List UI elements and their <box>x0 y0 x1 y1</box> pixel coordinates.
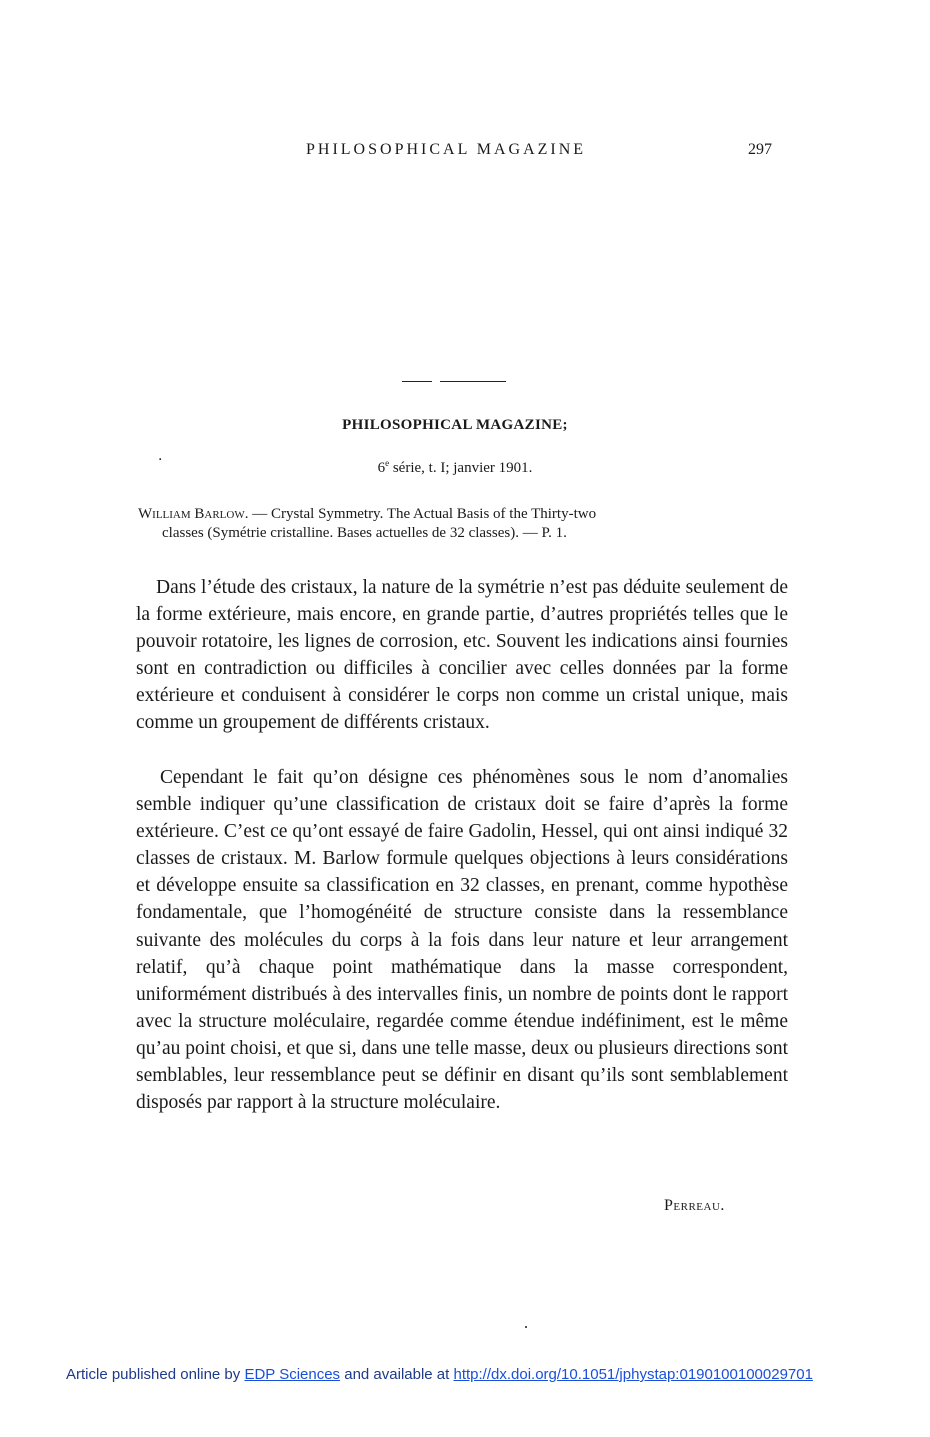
citation-title-line1: . — Crystal Symmetry. The Actual Basis of the Thirty-two <box>244 506 597 522</box>
citation-title-line2: classes (Symétrie cristalline. Bases actuelles de 32 classes). — P. 1. <box>162 525 567 541</box>
author-signature: Perreau. <box>664 1197 725 1214</box>
issue-details: série, t. I; janvier 1901. <box>389 460 533 476</box>
title-rule-right <box>440 381 506 382</box>
journal-title: PHILOSOPHICAL MAGAZINE; <box>342 417 568 433</box>
body-paragraph-1: Dans l’étude des cristaux, la nature de la symétrie n’est pas déduite seulement de la forme extérieure, mais encore, en grande partie, d’autres propriétés telles que le pouvoir rotatoire, les lignes de corrosion, etc. Souvent les indications ainsi fournies sont en contradiction ou difficiles à concilier avec celles données par la forme extérieure et conduisent à considérer le corps non comme un cristal unique, mais comme un groupement de différents cristaux. <box>136 577 788 734</box>
title-rule-left <box>402 381 432 382</box>
footer-prefix: Article published online by <box>66 1366 245 1383</box>
running-title: PHILOSOPHICAL MAGAZINE <box>306 141 587 158</box>
issue-series-number: 6 <box>377 460 386 476</box>
publication-footer <box>66 1366 813 1383</box>
citation-author: William Barlow <box>138 506 245 522</box>
issue-series-sup: e <box>385 458 390 468</box>
page-number: 297 <box>748 141 772 158</box>
footer-middle: and available at <box>340 1366 454 1383</box>
article-citation <box>138 505 788 543</box>
page-speck <box>525 1326 527 1328</box>
stray-mark: · <box>158 452 163 468</box>
issue-line <box>0 458 910 477</box>
publisher-link[interactable]: EDP Sciences <box>244 1366 341 1383</box>
doi-link[interactable]: http://dx.doi.org/10.1051/jphystap:0190100100029701 <box>453 1366 813 1383</box>
body-paragraph-2: Cependant le fait qu’on désigne ces phénomènes sous le nom d’anomalies semble indiquer qu’une classification de cristaux doit se faire d’après la forme extérieure. C’est ce qu’ont essayé de faire Gadolin, Hessel, qui ont ainsi indiqué 32 classes de cristaux. M. Barlow formule quelques objections à leurs considérations et développe ensuite sa classification en 32 classes, en prenant, comme hypothèse fondamentale, que l’homogénéité de structure consiste dans la ressemblance suivante des molécules du corps à la fois dans leur nature et leur arrangement relatif, qu’à chaque point mathématique dans la masse correspondent, uniformément distribués à des intervalles finis, un nombre de points dont le rapport avec la structure moléculaire, regardée comme étendue indéfiniment, est le même qu’au point choisi, et que si, dans une telle masse, deux ou plusieurs directions sont semblables, leur ressemblance peut se définir en disant qu’ils sont semblablement disposés par rapport à la structure moléculaire. <box>136 767 788 1114</box>
